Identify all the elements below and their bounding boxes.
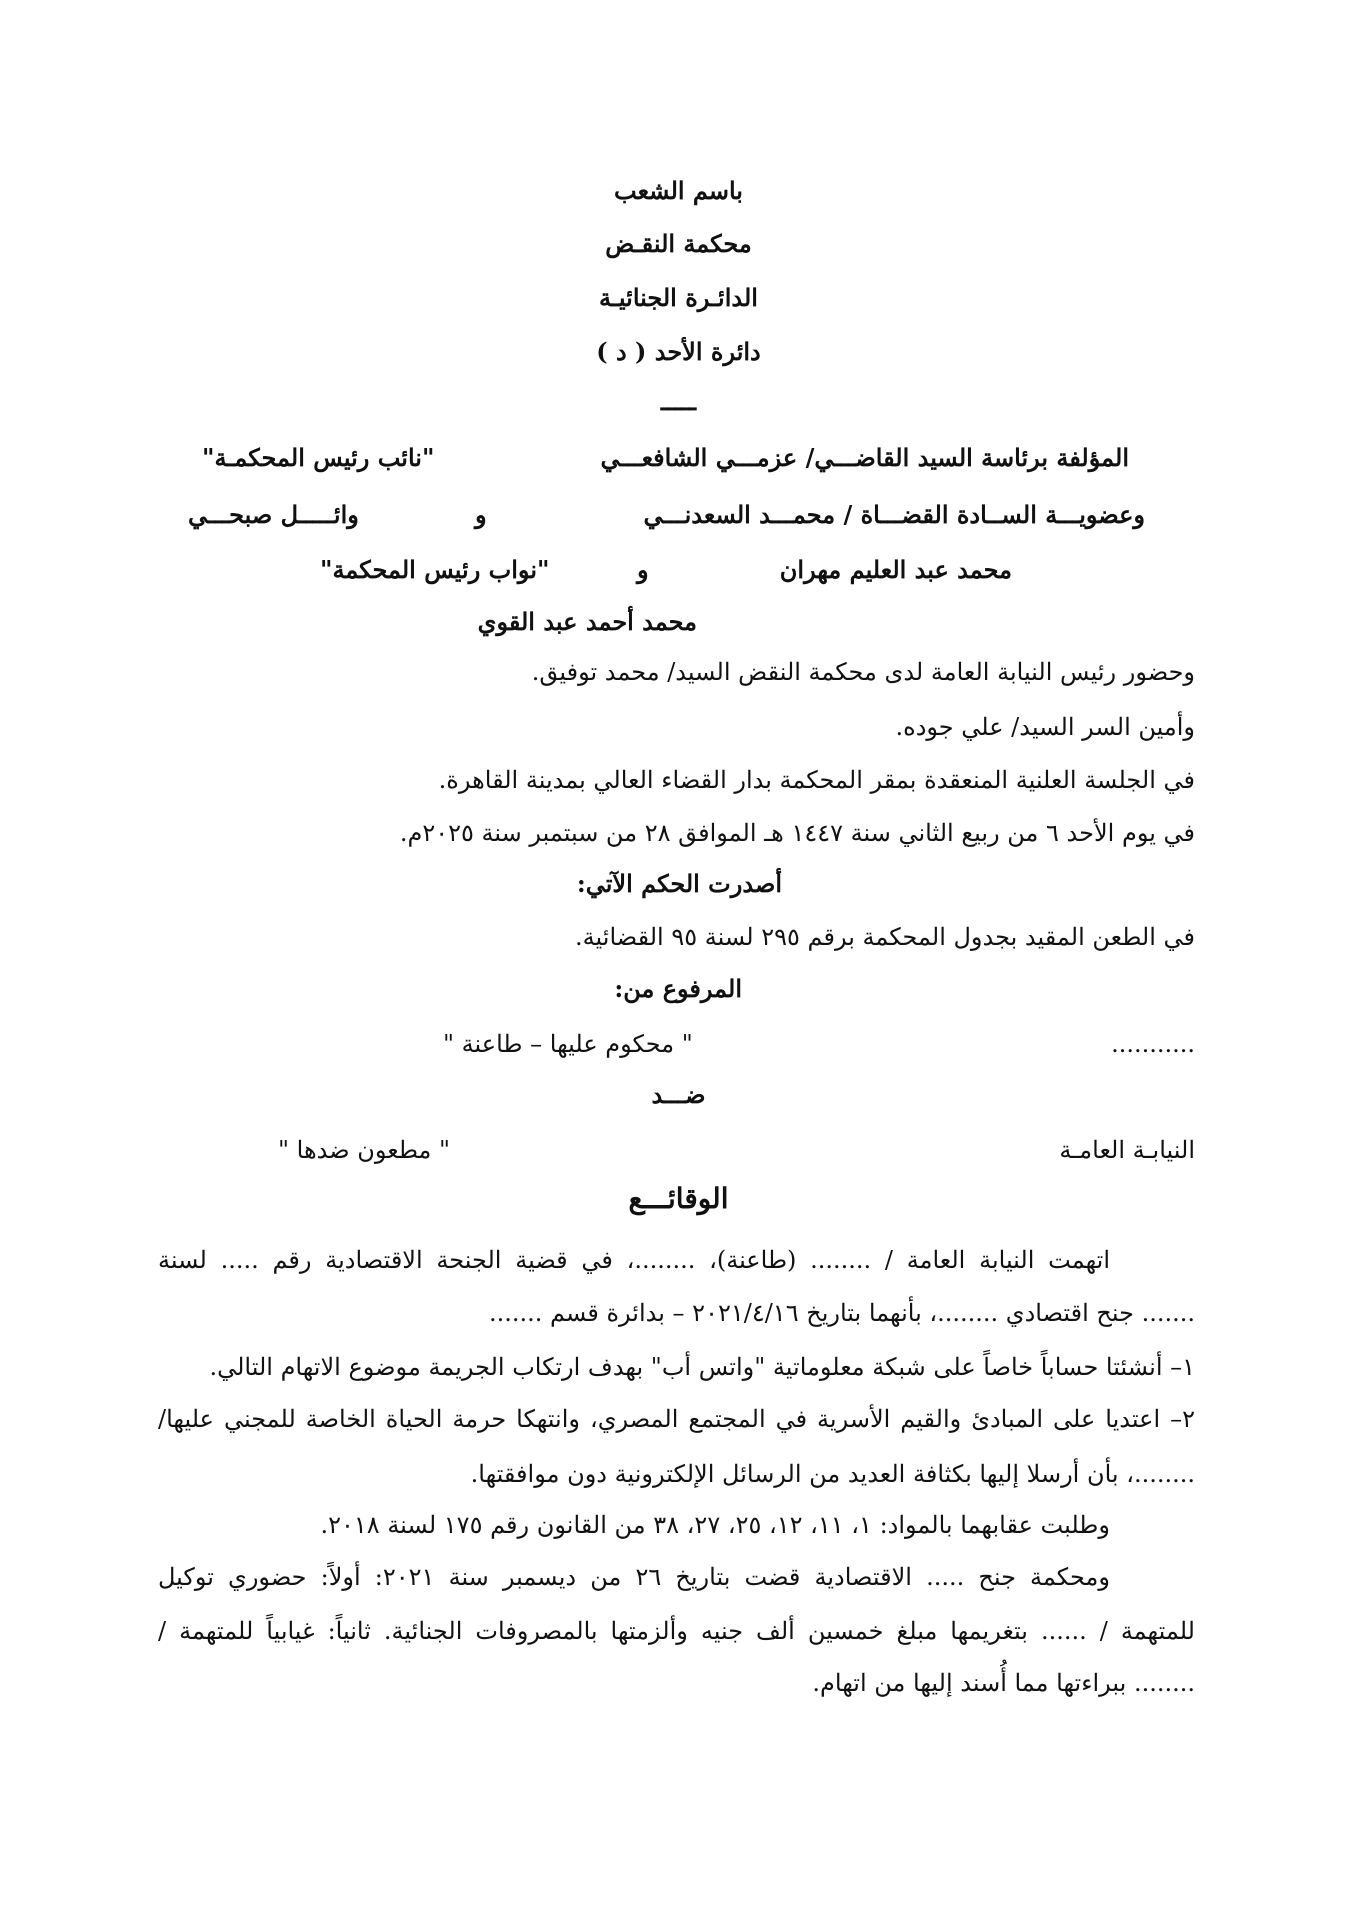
judgment-against: ضـــد [651,1080,706,1109]
judgment-appeal-number: في الطعن المقيد بجدول المحكمة برقم ٢٩٥ لسنة ٩٥ القضائية. [575,923,1195,951]
judgment-filed-by-label: المرفوع من: [614,974,742,1003]
facts-paragraph-1-line-2: ....... جنح اقتصادي ........، بأنهما بتاريخ ٢٠٢١/٤/١٦ – بدائرة قسم ....... [488,1299,1195,1327]
panel-presiding-judge: المؤلفة برئاسة السيد القاضـــي/ عزمـــي الشافعـــي [600,443,1129,472]
session-date: في يوم الأحد ٦ من ربيع الثاني سنة ١٤٤٧ هـ الموافق ٢٨ من سبتمبر سنة ٢٠٢٥م. [399,819,1195,847]
panel-presiding-title: "نائب رئيس المحكمـة" [202,443,435,472]
facts-heading: الوقائـــع [628,1182,729,1215]
panel-member-1: وعضويـــة الســادة القضـــاة / محمـــد السعدنـــي [643,500,1145,529]
panel-member-4: محمد أحمد عبد القوي [477,607,697,636]
facts-paragraph-2-line-3: ........ ببراءتها مما أُسند إليها من اتهام. [812,1669,1195,1697]
appellant-name-placeholder: ........... [1111,1030,1195,1058]
facts-paragraph-2-line-1: ومحكمة جنح ..... الاقتصادية قضت بتاريخ ٢٦ من ديسمبر سنة ٢٠٢١: أولاً: حضوري توكيل [158,1563,1110,1591]
facts-charge-2-line-1: ٢– اعتديا على المبادئ والقيم الأسرية في المجتمع المصري، وانتهكا حرمة الحياة الخاصة للمجني عليها/ [158,1405,1195,1433]
session-prosecutor: وحضور رئيس النيابة العامة لدى محكمة النقض السيد/ محمد توفيق. [531,658,1195,686]
header-separator: ـــــ [660,387,697,416]
facts-charge-1: ١– أنشئتا حساباً خاصاً على شبكة معلوماتية "واتس أب" بهدف ارتكاب الجريمة موضوع الاتهام التالي. [209,1353,1195,1381]
header-in-name-of-people: باسم الشعب [614,176,743,205]
panel-conjunction-2: و [637,555,649,584]
facts-penalty-request: وطلبت عقابهما بالمواد: ١، ١١، ١٢، ٢٥، ٢٧، ٣٨ من القانون رقم ١٧٥ لسنة ٢٠١٨. [320,1511,1110,1539]
panel-member-3: محمد عبد العليم مهران [779,555,1012,584]
header-sunday-circuit: دائرة الأحد ( د ) [596,337,761,366]
respondent-role: " مطعون ضدها " [278,1136,451,1164]
respondent-name: النيابـة العامـة [1059,1136,1195,1164]
panel-deputies-title: "نواب رئيس المحكمة" [320,555,550,584]
judgment-issued-heading: أصدرت الحكم الآتي: [576,869,782,898]
header-criminal-division: الدائـرة الجنائيـة [599,283,758,312]
appellant-role: " محكوم عليها – طاعنة " [443,1030,693,1058]
header-court-name: محكمة النقـض [605,229,752,258]
facts-charge-2-line-2: ........، بأن أرسلا إليها بكثافة العديد من الرسائل الإلكترونية دون موافقتها. [470,1460,1195,1488]
facts-paragraph-1-line-1: اتهمت النيابة العامة / ........ (طاعنة)، ........، في قضية الجنحة الاقتصادية رقم ..... لسنة [158,1246,1110,1274]
session-place: في الجلسة العلنية المنعقدة بمقر المحكمة بدار القضاء العالي بمدينة القاهرة. [438,766,1195,794]
panel-member-2: وائـــــل صبحـــي [188,500,359,529]
facts-paragraph-2-line-2: للمتهمة / ...... بتغريمها مبلغ خمسين ألف جنيه وألزمتها بالمصروفات الجنائية. ثانياً: غيابياً للمتهمة / [158,1617,1195,1645]
panel-conjunction-1: و [475,500,487,529]
session-secretary: وأمين السر السيد/ علي جوده. [895,713,1195,741]
